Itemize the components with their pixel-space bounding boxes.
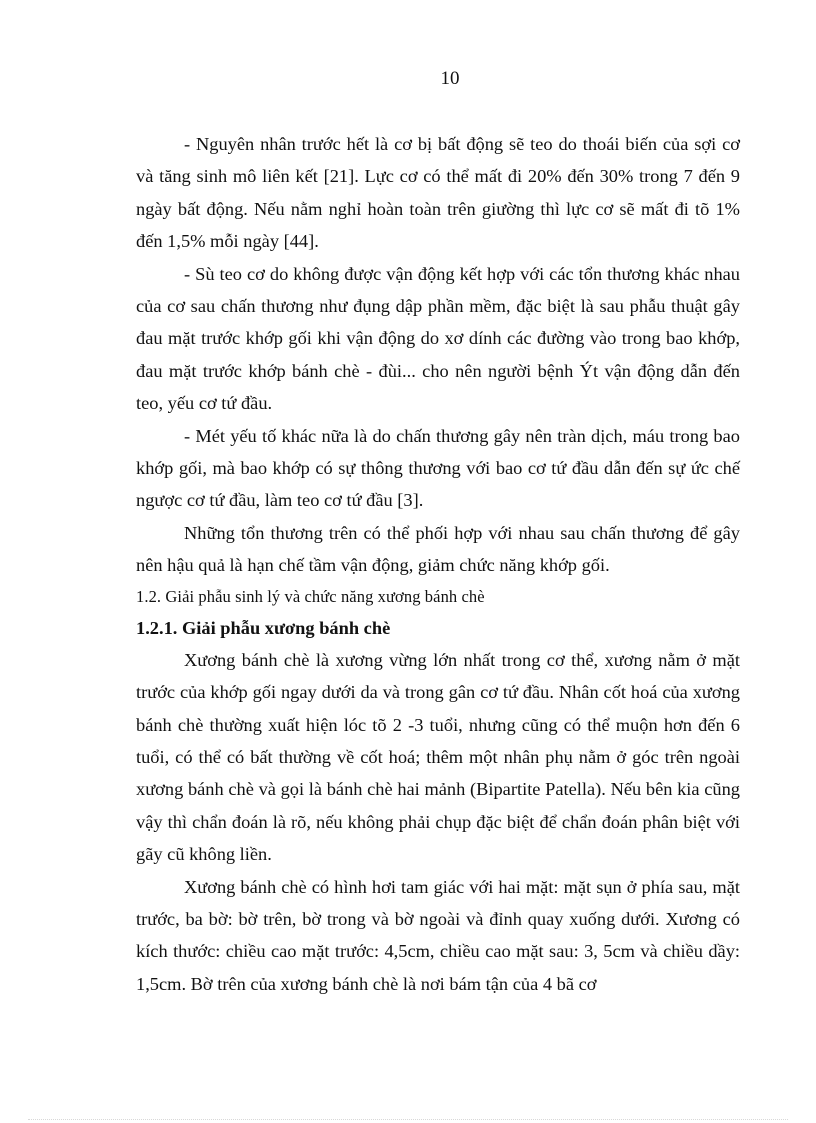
paragraph-3: - Mét yếu tố khác nữa là do chấn thương gây nên tràn dịch, máu trong bao khớp gối, mà bao khớp có sự thông thương với bao cơ tứ đầu dẫn đến sự ức chế ngược cơ tứ đầu, làm teo cơ tứ đầu [3]. <box>136 425 740 511</box>
page-number: 10 <box>440 68 460 89</box>
paragraph-1: - Nguyên nhân trước hết là cơ bị bất động sẽ teo do thoái biến của sợi cơ và tăng sinh mô liên kết [21]. Lực cơ có thể mất đi 20% đến 30% trong 7 đến 9 ngày bất động. Nếu nằm nghỉ hoàn toàn trên giường thì lực cơ sẽ mất đi tõ 1% đến 1,5% mỗi ngày [44]. <box>136 134 740 252</box>
page-bottom-divider <box>28 1119 788 1120</box>
subsection-paragraph-2: Xương bánh chè có hình hơi tam giác với hai mặt: mặt sụn ở phía sau, mặt trước, ba bờ: bờ trên, bờ trong và bờ ngoài và đỉnh quay xuống dưới. Xương có kích thước: chiều cao mặt trước: 4,5cm, chiều cao mặt sau: 3, 5cm và chiều dầy: 1,5cm. Bờ trên của xương bánh chè là nơi bám tận của 4 bã cơ <box>136 876 740 994</box>
subsection-paragraph-1: Xương bánh chè là xương vừng lớn nhất trong cơ thể, xương nằm ở mặt trước của khớp gối ngay dưới da và trong gân cơ tứ đầu. Nhân cốt hoá của xương bánh chè thường xuất hiện lóc tõ 2 -3 tuổi, nhưng cũng có thể muộn hơn đến 6 tuổi, có thể có bất thường về cốt hoá; thêm một nhân phụ nằm ở góc trên ngoài xương bánh chè và gọi là bánh chè hai mảnh (Bipartite Patella). Nếu bên kia cũng vậy thì chẩn đoán là rõ, nếu không phải chụp đặc biệt để chẩn đoán phân biệt với gãy cũ không liền. <box>136 649 740 865</box>
paragraph-2: - Sù teo cơ do không được vận động kết hợp với các tổn thương khác nhau của cơ sau chấn thương như đụng dập phần mềm, đặc biệt là sau phẫu thuật gây đau mặt trước khớp gối khi vận động do xơ dính các đường vào trong bao khớp, đau mặt trước khớp bánh chè - đùi... cho nên người bệnh Ýt vận động dẫn đến teo, yếu cơ tứ đầu. <box>136 263 740 414</box>
document-body <box>136 128 740 1000</box>
paragraph-4: Những tổn thương trên có thể phối hợp với nhau sau chấn thương để gây nên hậu quả là hạn chế tầm vận động, giảm chức năng khớp gối. <box>136 522 740 576</box>
section-heading: 1.2. Giải phẫu sinh lý và chức năng xương bánh chè <box>136 586 485 606</box>
subsection-heading: 1.2.1. Giải phẫu xương bánh chè <box>136 617 391 638</box>
